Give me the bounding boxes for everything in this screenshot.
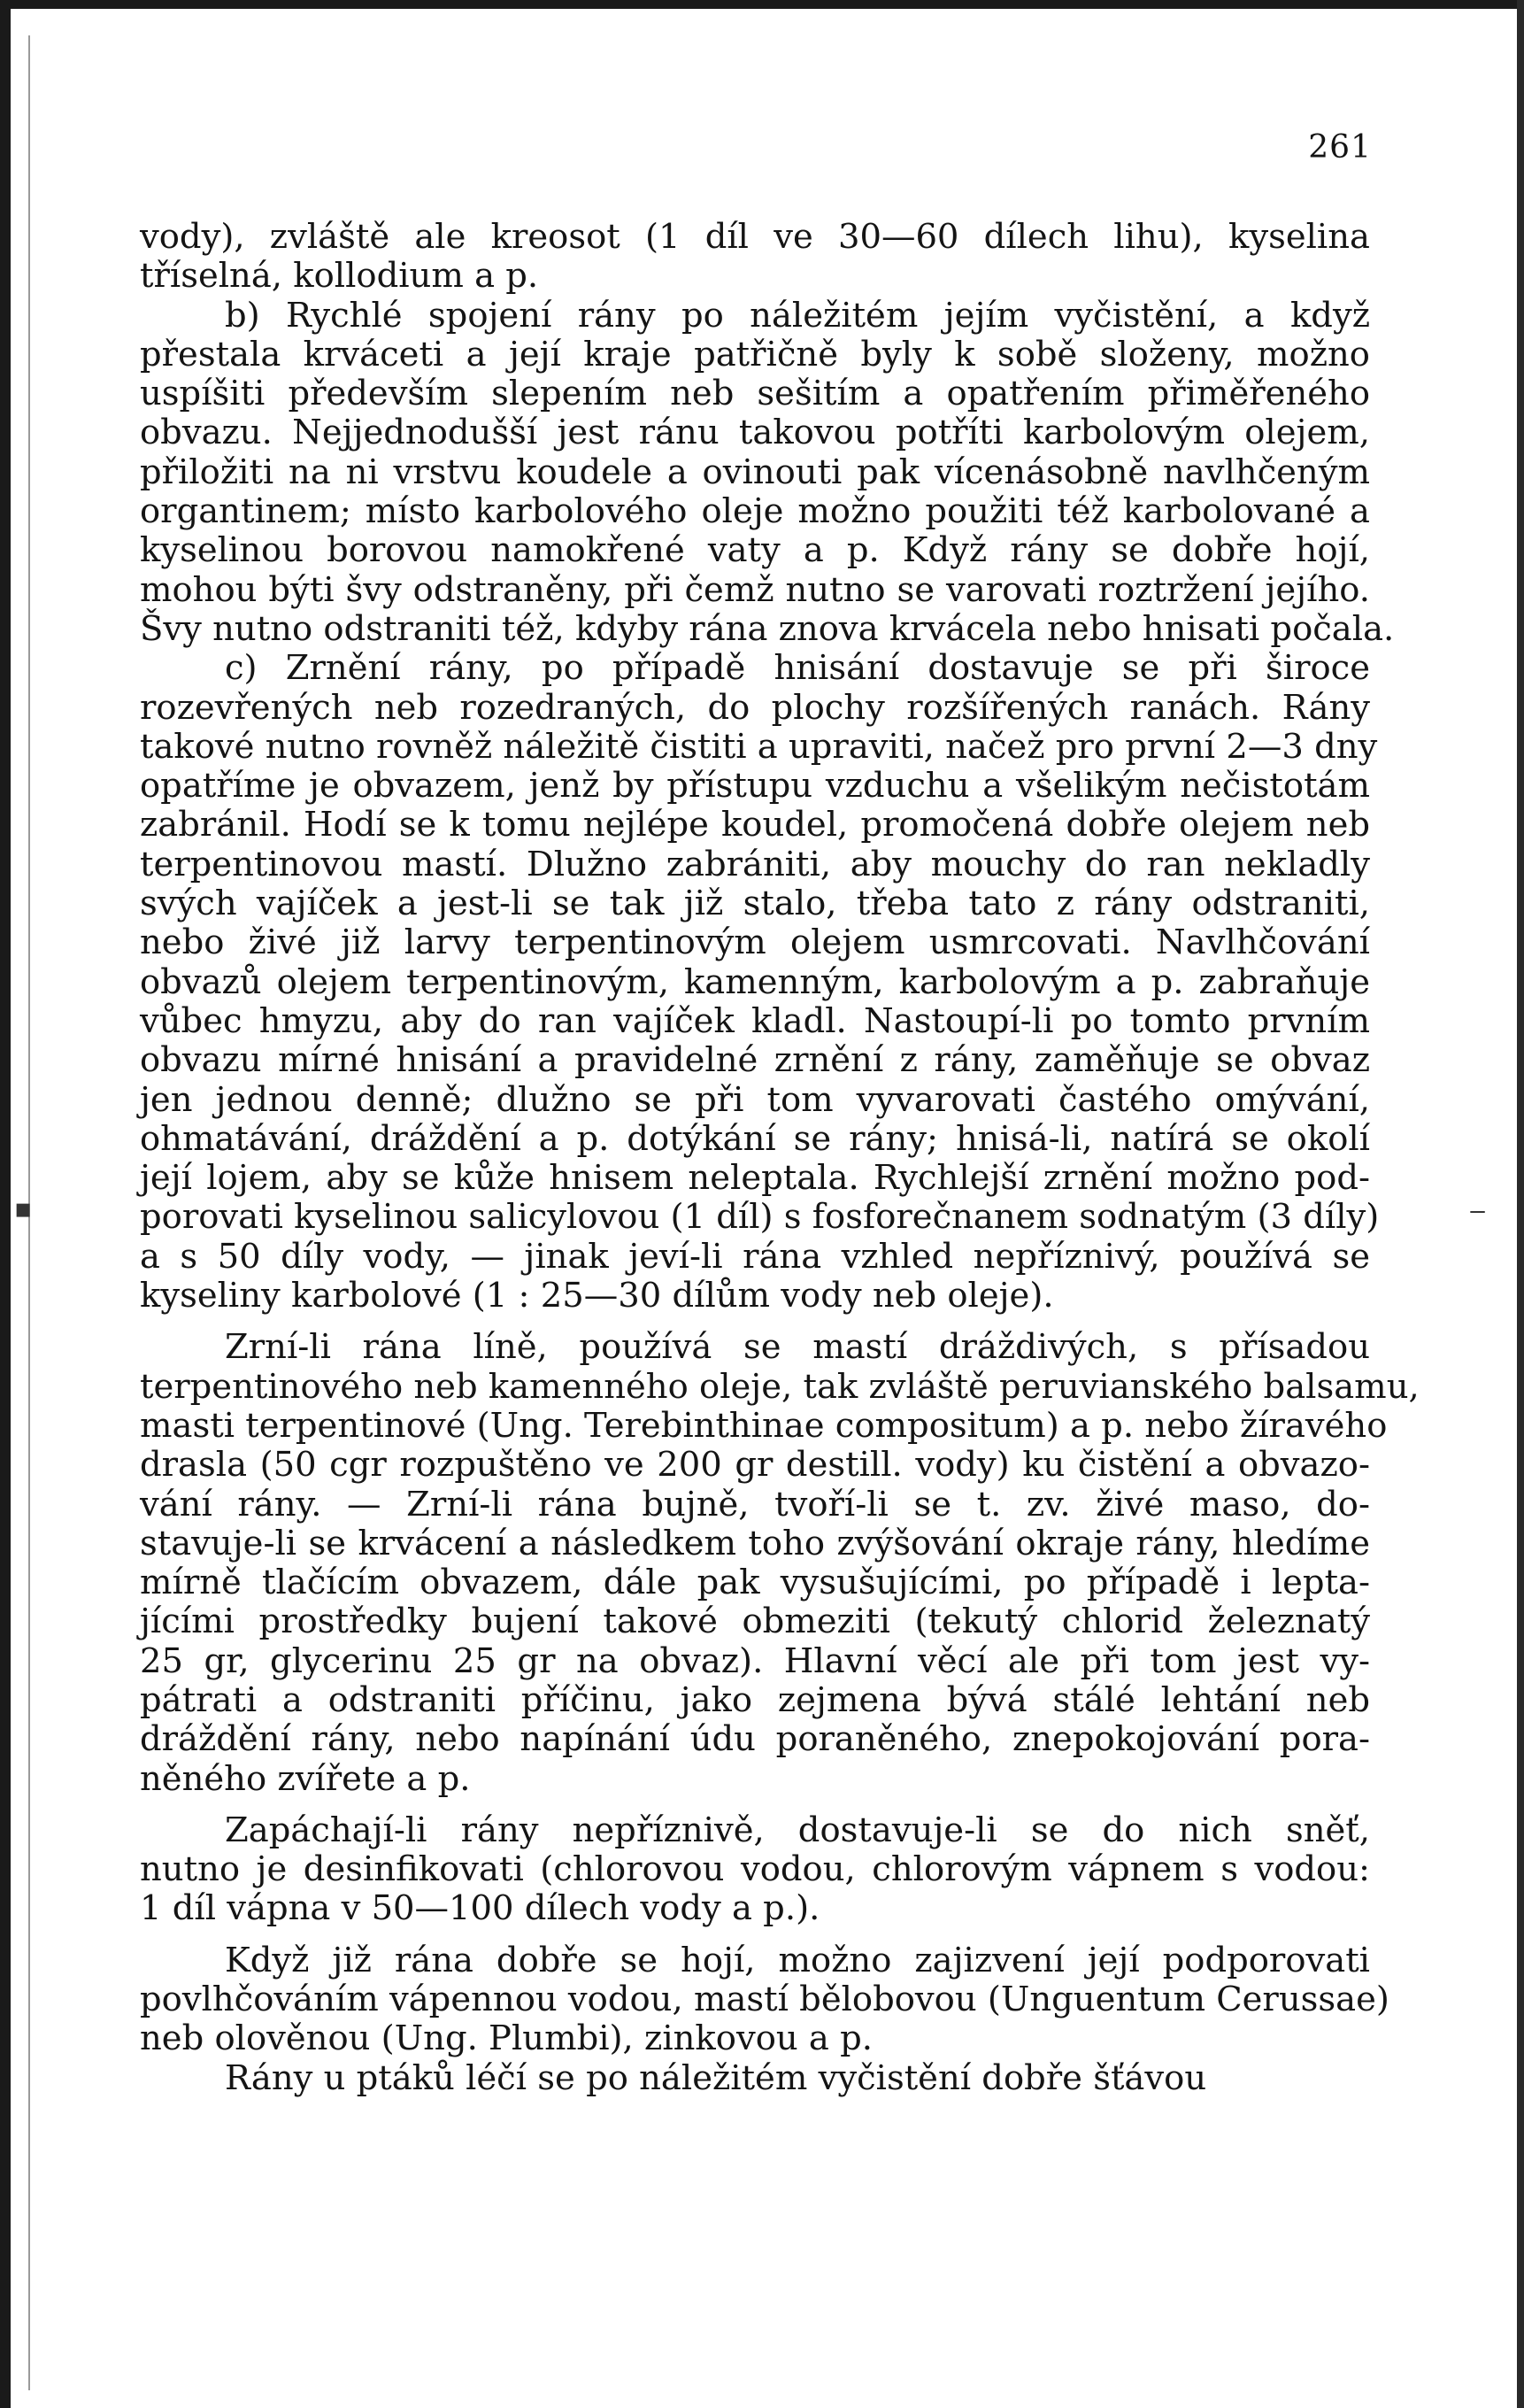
paragraph-gap bbox=[140, 1799, 1370, 1811]
paragraph bbox=[140, 295, 1395, 650]
text-line: uspíšiti především slepením neb sešitím a opatřením přiměřeného bbox=[140, 374, 1370, 414]
text-line: organtinem; místo karbolového oleje možno použiti též karbolované a bbox=[140, 491, 1370, 532]
text-line: nutno je desinfikovati (chlorovou vodou, chlorovým vápnem s vodou: bbox=[140, 1849, 1370, 1890]
text-line: obvazu. Nejjednodušší jest ránu takovou potříti karbolovým olejem, bbox=[140, 413, 1370, 453]
paragraph bbox=[140, 1940, 1389, 2059]
text-line: svých vajíček a jest-li se tak již stalo, třeba tato z rány odstraniti, bbox=[140, 884, 1370, 924]
margin-mark-left: ▪ bbox=[14, 1193, 33, 1224]
text-line: porovati kyselinou salicylovou (1 díl) s fosforečnanem sodnatým (3 díly) bbox=[140, 1197, 1380, 1238]
text-line: tříselná, kollodium a p. bbox=[140, 256, 539, 297]
text-line: její lojem, aby se kůže hnisem neleptala. Rychlejší zrnění možno pod- bbox=[140, 1158, 1370, 1199]
text-line: rozevřených neb rozedraných, do plochy rozšířených ranách. Rány bbox=[140, 687, 1370, 728]
scan-border-left bbox=[0, 0, 11, 2408]
paragraph bbox=[140, 648, 1380, 1316]
paragraph bbox=[140, 218, 1370, 297]
text-line: Rány u ptáků léčí se po náležitém vyčistění dobře šťávou bbox=[225, 2057, 1207, 2098]
text-line: nebo živé již larvy terpentinovým olejem usmrcovati. Navlhčování bbox=[140, 922, 1370, 963]
text-line: přestala krváceti a její kraje patřičně byly k sobě složeny, možno bbox=[140, 334, 1370, 374]
text-line: 25 gr, glycerinu 25 gr na obvaz). Hlavní věcí ale při tom jest vy- bbox=[140, 1640, 1370, 1681]
paragraph-gap bbox=[140, 1929, 1370, 1941]
text-line: Když již rána dobře se hojí, možno zajizvení její podporovati bbox=[225, 1940, 1370, 1980]
text-line: c) Zrnění rány, po případě hnisání dostavuje se při široce bbox=[225, 648, 1370, 689]
text-line: terpentinovou mastí. Dlužno zabrániti, aby mouchy do ran nekladly bbox=[140, 844, 1370, 884]
text-line: vání rány. — Zrní-li rána bujně, tvoří-li se t. zv. živé maso, do- bbox=[140, 1484, 1370, 1524]
text-line: přiložiti na ni vrstvu koudele a ovinouti pak vícenásobně navlhčeným bbox=[140, 452, 1370, 492]
text-line: Zrní-li rána líně, používá se mastí dráždivých, s přísadou bbox=[225, 1327, 1370, 1368]
text-line: neb olověnou (Ung. Plumbi), zinkovou a p. bbox=[140, 2018, 873, 2059]
text-line: mohou býti švy odstraněny, při čemž nutno se varovati roztržení jejího. bbox=[140, 569, 1370, 610]
paragraph bbox=[140, 1811, 1370, 1929]
paragraph bbox=[140, 2059, 1370, 2098]
scan-border-right bbox=[1517, 0, 1524, 2408]
text-line: obvazů olejem terpentinovým, kamenným, karbolovým a p. zabraňuje bbox=[140, 961, 1370, 1002]
text-line: povlhčováním vápennou vodou, mastí bělobovou (Unguentum Cerussae) bbox=[140, 1980, 1389, 2020]
text-line: vůbec hmyzu, aby do ran vajíček kladl. Nastoupí-li po tomto prvním bbox=[140, 1000, 1370, 1041]
paragraph bbox=[140, 1327, 1420, 1799]
text-line: opatříme je obvazem, jenž by přístupu vzduchu a všelikým nečistotám bbox=[140, 766, 1370, 807]
text-line: kyseliny karbolové (1 : 25—30 dílům vody neb oleje). bbox=[140, 1276, 1054, 1316]
text-line: terpentinového neb kamenného oleje, tak zvláště peruvianského balsamu, bbox=[140, 1366, 1420, 1407]
text-line: pátrati a odstraniti příčinu, jako zejmena bývá stálé lehtání neb bbox=[140, 1679, 1370, 1720]
text-line: drasla (50 cgr rozpuštěno ve 200 gr destill. vody) ku čistění a obvazo- bbox=[140, 1445, 1370, 1486]
text-line: obvazu mírné hnisání a pravidelné zrnění z rány, zaměňuje se obvaz bbox=[140, 1040, 1370, 1081]
page-number: 261 bbox=[1308, 129, 1372, 166]
body-text bbox=[140, 217, 1420, 2098]
text-line: dráždění rány, nebo napínání údu poraněného, znepokojování pora- bbox=[140, 1719, 1370, 1760]
margin-mark-right: ‒ bbox=[1469, 1195, 1487, 1226]
text-line: stavuje-li se krvácení a následkem toho zvýšování okraje rány, hledíme bbox=[140, 1523, 1370, 1563]
text-line: takové nutno rovněž náležitě čistiti a upraviti, načež pro první 2—3 dny bbox=[140, 726, 1378, 767]
text-line: masti terpentinové (Ung. Terebinthinae compositum) a p. nebo žíravého bbox=[140, 1405, 1388, 1446]
text-line: vody), zvláště ale kreosot (1 díl ve 30—60 dílech lihu), kyselina bbox=[140, 217, 1370, 257]
text-line: ohmatávání, dráždění a p. dotýkání se rány; hnisá-li, natírá se okolí bbox=[140, 1118, 1370, 1159]
paragraph-gap bbox=[140, 1316, 1370, 1328]
text-line: jícími prostředky bujení takové obmeziti (tekutý chlorid železnatý bbox=[140, 1601, 1370, 1642]
text-line: Švy nutno odstraniti též, kdyby rána znova krvácela nebo hnisati počala. bbox=[140, 608, 1395, 649]
text-line: něného zvířete a p. bbox=[140, 1758, 471, 1799]
text-line: Zapáchají-li rány nepříznivě, dostavuje-li se do nich sněť, bbox=[225, 1810, 1370, 1850]
text-line: b) Rychlé spojení rány po náležitém jejím vyčistění, a když bbox=[225, 295, 1370, 336]
scan-border-top bbox=[0, 0, 1524, 9]
text-line: kyselinou borovou namokřené vaty a p. Když rány se dobře hojí, bbox=[140, 530, 1370, 571]
text-line: 1 díl vápna v 50—100 dílech vody a p.). bbox=[140, 1888, 820, 1929]
text-line: mírně tlačícím obvazem, dále pak vysušujícími, po případě i lepta- bbox=[140, 1563, 1370, 1603]
text-line: jen jednou denně; dlužno se při tom vyvarovati častého omývání, bbox=[140, 1079, 1370, 1120]
text-line: zabránil. Hodí se k tomu nejlépe koudel, promočená dobře olejem neb bbox=[140, 805, 1370, 845]
text-line: a s 50 díly vody, — jinak jeví-li rána vzhled nepříznivý, používá se bbox=[140, 1236, 1370, 1277]
